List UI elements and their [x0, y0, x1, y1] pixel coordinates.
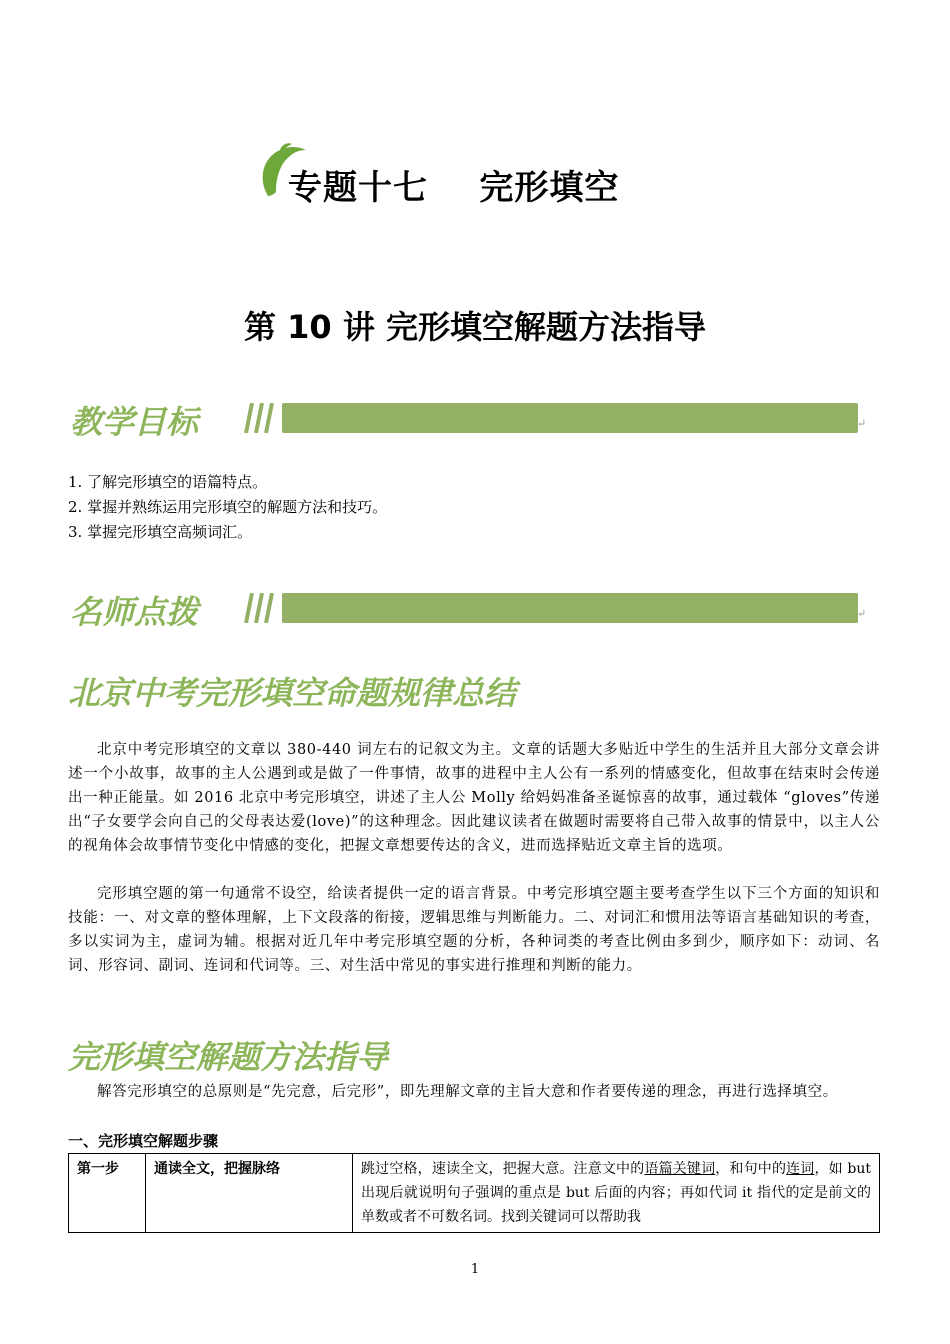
steps-heading: 一、完形填空解题步骤 [68, 1132, 219, 1150]
teacher-tips-banner [70, 587, 870, 631]
return-mark: ↵ [857, 417, 867, 430]
section1-heading: 北京中考完形填空命题规律总结 [68, 674, 517, 712]
objectives-banner-label: 教学目标 [70, 403, 199, 441]
banner-bar [282, 593, 858, 623]
step-number-cell: 第一步 [69, 1154, 146, 1233]
section2-heading: 完形填空解题方法指导 [68, 1038, 389, 1076]
desc-text: ，和句中的 [715, 1161, 787, 1177]
desc-keyword: 语篇关键词 [644, 1161, 716, 1177]
objective-item: 3. 掌握完形填空高频词汇。 [68, 523, 253, 541]
return-mark: ↵ [857, 607, 867, 620]
topic-title: 专题十七 完形填空 [288, 168, 620, 208]
stripes-decoration-icon [242, 593, 278, 623]
step-description-cell [353, 1154, 880, 1233]
desc-text: ，如 but 出现后就说明句子强调的重点是 but 后面的内容；再如代词 it 指代的定是前文的单数或者不可数名词。找到关键词可以帮助我 [361, 1161, 872, 1225]
stripes-decoration-icon [242, 403, 278, 433]
table-row [69, 1154, 880, 1233]
objectives-list [68, 470, 387, 545]
section1-paragraph-2: 完形填空题的第一句通常不设空，给读者提供一定的语言背景。中考完形填空题主要考查学生以下三个方面的知识和技能：一、对文章的整体理解，上下文段落的衔接，逻辑思维与判断能力。二、对词汇和惯用法等语言基础知识的考查，多以实词为主，虚词为辅。根据对近几年中考完形填空题的分析，各种词类的考查比例由多到少，顺序如下：动词、名词、形容词、副词、连词和代词等。三、对生活中常见的事实进行推理和判断的能力。 [68, 886, 880, 974]
lecture-title: 第 10 讲 完形填空解题方法指导 [244, 308, 706, 346]
step-title-cell: 通读全文，把握脉络 [146, 1154, 353, 1233]
desc-keyword: 连词 [786, 1161, 815, 1177]
teacher-tips-banner-label: 名师点拨 [70, 593, 199, 631]
page-number: 1 [470, 1262, 480, 1277]
section1-paragraph-1: 北京中考完形填空的文章以 380-440 词左右的记叙文为主。文章的话题大多贴近中学生的生活并且大部分文章会讲述一个小故事，故事的主人公遇到或是做了一件事情，故事的进程中主人公有一系列的情感变化，但故事在结束时会传递出一种正能量。如 2016 北京中考完形填空，讲述了主人公 Molly 给妈妈准备圣诞惊喜的故事，通过载体 “gloves”传递出“子女要学会向自己的父母表达爱(love)”的这种理念。因此建议读者在做题时需要将自己带入故事的情景中，以主人公的视角体会故事情节变化中情感的变化，把握文章想要传达的含义，进而选择贴近文章主旨的选项。 [68, 742, 880, 854]
desc-text: 跳过空格，速读全文，把握大意。注意文中的 [361, 1161, 645, 1177]
objective-item: 2. 掌握并熟练运用完形填空的解题方法和技巧。 [68, 498, 388, 516]
section2-paragraph: 解答完形填空的总原则是“先完意，后完形”，即先理解文章的主旨大意和作者要传递的理念，再进行选择填空。 [97, 1084, 838, 1100]
banner-bar [282, 403, 858, 433]
objectives-banner [70, 397, 870, 441]
steps-table [68, 1153, 880, 1233]
objective-item: 1. 了解完形填空的语篇特点。 [68, 473, 268, 491]
